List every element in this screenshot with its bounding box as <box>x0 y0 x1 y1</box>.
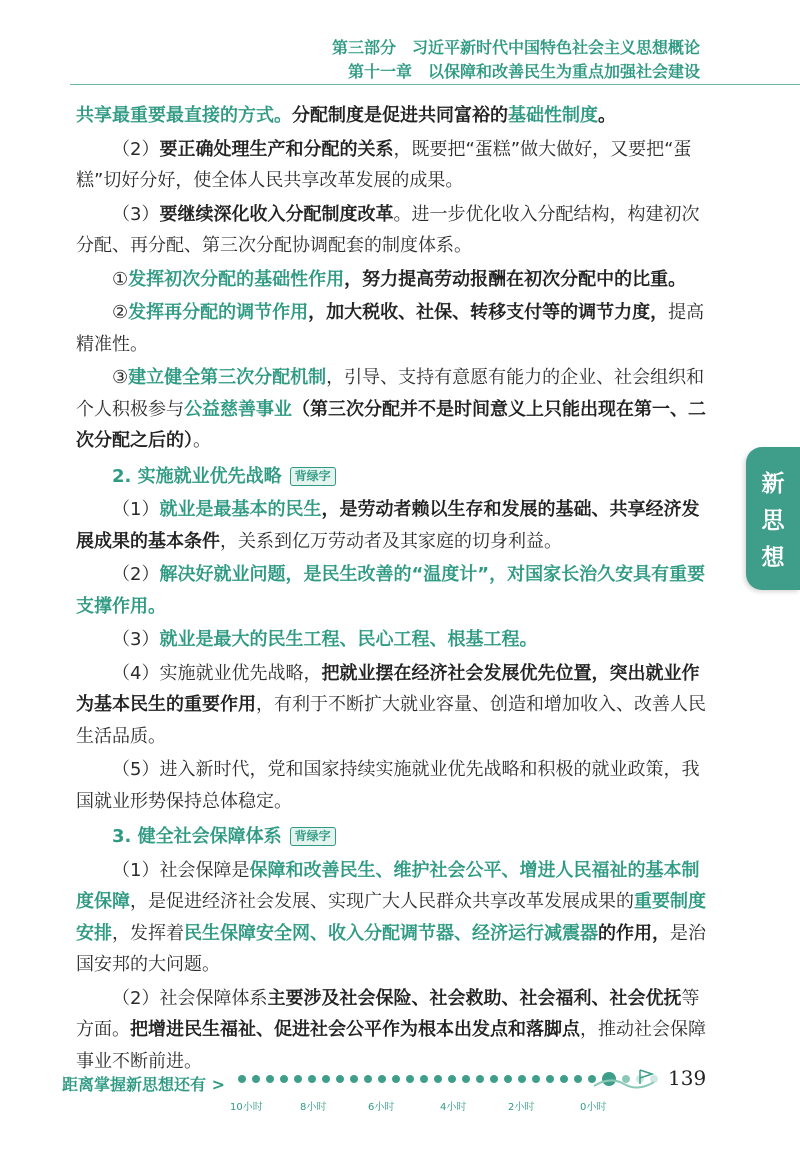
hour-label: 4小时 <box>440 1102 467 1113</box>
progress-dot <box>448 1075 456 1083</box>
progress-dot <box>574 1075 582 1083</box>
bold-text: ，是劳动者赖以生存和发展的基础、共享经济发展成果的基本条件 <box>76 499 700 552</box>
sub-paragraph <box>76 297 716 360</box>
text: ② <box>112 302 129 323</box>
text: ，是促进经济社会发展、实现广大人民群众共享改革发展成果的 <box>130 891 634 912</box>
bold-text: 把就业摆在经济社会发展优先位置，突出就业作为基本民生的重要作用 <box>76 662 700 715</box>
text: 提高精准性。 <box>76 302 705 355</box>
text: （3） <box>112 629 160 650</box>
progress-dot <box>294 1075 302 1083</box>
bold-text: （第三次分配并不是时间意义上只能出现在第一、二次分配之后的） <box>76 398 706 451</box>
highlight-text: 发挥再分配的调节作用 <box>128 302 309 323</box>
paragraph <box>76 658 716 753</box>
sub-paragraph <box>76 264 716 296</box>
section-title: 3. 健全社会保障体系 <box>112 826 282 847</box>
side-tab-char: 想 <box>761 545 785 571</box>
highlight-text: 就业是最基本的民生 <box>159 499 322 520</box>
progress-dot <box>322 1075 330 1083</box>
progress-dot <box>308 1075 316 1083</box>
text: 。进一步优化收入分配结构，构建初次分配、再分配、第三次分配协调配套的制度体系。 <box>76 203 700 256</box>
header-part: 第三部分 习近平新时代中国特色社会主义思想概论 <box>331 38 700 57</box>
progress-dot <box>350 1075 358 1083</box>
highlight-text: 保障和改善民生、维护社会公平、增进人民福祉的基本制度保障 <box>76 859 700 912</box>
text: （3） <box>112 203 160 225</box>
header-rule <box>70 84 800 85</box>
bold-text: 。 <box>598 105 616 126</box>
progress-dot <box>560 1075 568 1083</box>
progress-dot <box>266 1075 274 1083</box>
section-heading <box>112 821 716 853</box>
paragraph <box>76 199 716 262</box>
header-chapter: 第十一章 以保障和改善民生为重点加强社会建设 <box>347 62 700 81</box>
text: ，引导、支持有意愿有能力的企业、社会组织和个人积极参与 <box>76 367 705 420</box>
progress-dot <box>252 1075 260 1083</box>
paragraph <box>76 559 716 622</box>
section-side-tab <box>746 447 800 590</box>
progress-dot <box>504 1075 512 1083</box>
progress-dot <box>238 1075 246 1083</box>
progress-dot <box>462 1075 470 1083</box>
text: 是治国安邦的大问题。 <box>76 922 706 975</box>
progress-dot <box>406 1075 414 1083</box>
text: ③ <box>112 367 129 388</box>
text: 等方面。 <box>76 987 700 1040</box>
paragraph <box>76 983 716 1078</box>
bold-text: ，努力提高劳动报酬在初次分配中的比重。 <box>344 268 687 290</box>
bold-text: ，加大税收、社保、转移支付等的调节力度， <box>308 302 669 323</box>
text: （2）社会保障体系 <box>112 987 268 1009</box>
progress-footer <box>62 1066 762 1116</box>
text: （2） <box>112 138 160 160</box>
text: ，发挥着 <box>112 922 184 944</box>
progress-dot <box>364 1075 372 1083</box>
paragraph <box>76 494 716 557</box>
text: ，既要把“蛋糕”做大做好，又要把“蛋糕”切好分好，使全体人民共享改革发展的成果。 <box>76 138 692 191</box>
text: （4）实施就业优先战略， <box>112 662 322 684</box>
progress-dot <box>490 1075 498 1083</box>
highlight-text: 重要制度安排 <box>76 891 706 944</box>
text: ① <box>112 268 129 290</box>
highlight-text: 共享最重要最直接的方式。 <box>76 105 292 126</box>
paragraph <box>76 134 716 197</box>
bold-text: 主要涉及社会保险、社会救助、社会福利、社会优抚 <box>267 987 682 1009</box>
highlight-text: 公益慈善事业 <box>184 398 292 420</box>
progress-label: 距离掌握新思想还有 > <box>62 1075 225 1094</box>
bold-text: 把增进民生福祉、促进社会公平作为根本出发点和落脚点 <box>130 1019 580 1040</box>
paragraph <box>76 100 716 132</box>
bold-text: 要正确处理生产和分配的关系 <box>159 138 394 160</box>
running-header <box>332 36 700 84</box>
progress-dot <box>280 1075 288 1083</box>
hour-label: 6小时 <box>368 1102 395 1113</box>
page-number: 139 <box>668 1066 707 1090</box>
progress-dot <box>532 1075 540 1083</box>
bold-text: 要继续深化收入分配制度改革 <box>159 203 394 225</box>
highlight-text: 民生保障安全网、收入分配调节器、经济运行减震器 <box>184 922 598 944</box>
highlight-text: 就业是最大的民生工程、民心工程、根基工程。 <box>159 629 538 650</box>
progress-dot <box>546 1075 554 1083</box>
section-heading <box>112 461 716 493</box>
paragraph <box>76 624 716 656</box>
hour-label: 0小时 <box>580 1102 607 1113</box>
paragraph <box>76 855 716 981</box>
text: （1）社会保障是 <box>112 859 250 881</box>
finish-flag-icon <box>590 1066 670 1096</box>
hour-label: 8小时 <box>300 1102 327 1113</box>
highlight-text: 解决好就业问题，是民生改善的“温度计”，对国家长治久安具有重要支撑作用。 <box>76 564 706 617</box>
bold-text: 的作用， <box>598 922 670 944</box>
paragraph <box>76 754 716 817</box>
text: （5）进入新时代，党和国家持续实施就业优先战略和积极的就业政策，我国就业形势保持总体稳定。 <box>76 759 700 812</box>
progress-dot <box>420 1075 428 1083</box>
hour-label: 10小时 <box>230 1102 263 1113</box>
side-tab-char: 新 <box>761 471 785 497</box>
memorize-badge: 背绿字 <box>290 467 336 486</box>
bold-text: 分配制度是促进共同富裕的 <box>292 105 508 126</box>
side-tab-char: 思 <box>761 508 785 534</box>
hour-label: 2小时 <box>508 1102 535 1113</box>
progress-dot <box>378 1075 386 1083</box>
highlight-text: 建立健全第三次分配机制 <box>128 367 327 388</box>
progress-dot <box>518 1075 526 1083</box>
text: ，关系到亿万劳动者及其家庭的切身利益。 <box>220 530 562 552</box>
highlight-text: 发挥初次分配的基础性作用 <box>128 268 345 290</box>
highlight-text: 基础性制度 <box>508 105 598 126</box>
memorize-badge: 背绿字 <box>290 827 336 846</box>
progress-dot <box>476 1075 484 1083</box>
section-title: 2. 实施就业优先战略 <box>112 465 282 487</box>
text: ，有利于不断扩大就业容量、创造和增加收入、改善人民生活品质。 <box>76 694 706 747</box>
progress-dot <box>434 1075 442 1083</box>
text: （1） <box>112 499 160 520</box>
text: 。 <box>193 430 211 451</box>
page-body <box>76 100 716 1077</box>
progress-dot <box>392 1075 400 1083</box>
sub-paragraph <box>76 362 716 457</box>
text: ，推动社会保障事业不断前进。 <box>76 1019 706 1072</box>
progress-dot <box>336 1075 344 1083</box>
text: （2） <box>112 564 160 585</box>
